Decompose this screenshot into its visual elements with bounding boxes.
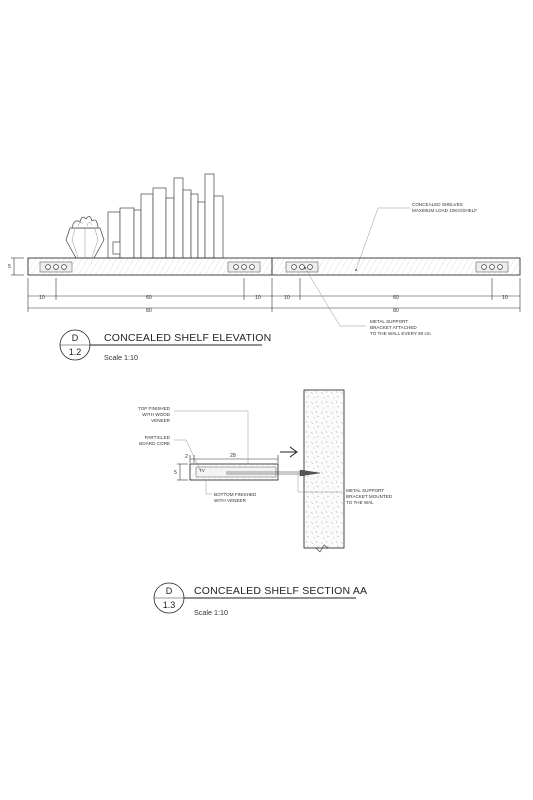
elevation-bubble-letter: D — [71, 333, 79, 343]
shelf-left — [28, 258, 272, 275]
dim-left-total: 80 — [146, 308, 152, 314]
dimensions-right — [272, 278, 520, 314]
dim-height-label: 5 — [8, 264, 11, 270]
svg-text:METAL SUPPORT: METAL SUPPORT — [346, 488, 385, 493]
wall — [304, 390, 344, 552]
section-dim-left: 2 — [185, 454, 188, 460]
svg-text:TO THE WAL: TO THE WAL — [346, 500, 374, 505]
section-shelf — [190, 464, 320, 480]
dim-left-right: 10 — [255, 295, 261, 301]
svg-text:WITH WOOD: WITH WOOD — [142, 412, 170, 417]
svg-text:TO THE WALL EVERY 60 cm: TO THE WALL EVERY 60 cm — [370, 331, 431, 336]
svg-text:BOTTOM FINISHED: BOTTOM FINISHED — [214, 492, 257, 497]
section-dim-height: 5 — [174, 470, 177, 476]
section-dim-depth: 28 — [230, 453, 236, 459]
dim-right-mid: 60 — [393, 295, 399, 301]
svg-text:BRACKET MOUNTED: BRACKET MOUNTED — [346, 494, 393, 499]
section-bubble-number: 1.3 — [162, 600, 176, 610]
note-bottom-finish — [206, 480, 257, 503]
svg-text:PARTICLED: PARTICLED — [144, 435, 170, 440]
arrow-right-icon — [280, 447, 297, 457]
svg-text:BRACKET ATTACHED: BRACKET ATTACHED — [370, 325, 417, 330]
section-title-block — [154, 583, 367, 617]
shelf-elevation — [8, 174, 520, 362]
svg-text:WITH VENEER: WITH VENEER — [214, 498, 246, 503]
svg-text:METAL SUPPORT: METAL SUPPORT — [370, 319, 409, 324]
books-icon — [108, 174, 223, 258]
dim-left-edge: 10 — [39, 295, 45, 301]
section-scale: Scale 1:10 — [194, 608, 228, 617]
dim-right-edge: 10 — [284, 295, 290, 301]
section-bubble-letter: D — [165, 586, 173, 596]
dimension-height — [8, 258, 24, 275]
svg-text:CONCEALED SHELVES: CONCEALED SHELVES — [412, 202, 463, 207]
svg-text:VENEER: VENEER — [151, 418, 170, 423]
note-metal-support — [304, 267, 431, 336]
elevation-title: CONCEALED SHELF ELEVATION — [104, 332, 272, 344]
elevation-bubble-number: 1.2 — [68, 347, 82, 357]
elevation-scale: Scale 1:10 — [104, 353, 138, 362]
dim-right-total: 80 — [393, 308, 399, 314]
svg-text:TOP FINISHED: TOP FINISHED — [138, 406, 170, 411]
shelf-right — [272, 258, 520, 275]
svg-text:MAXIMUM LOAD 10KG/SHELF: MAXIMUM LOAD 10KG/SHELF — [412, 208, 478, 213]
shelf-section — [138, 390, 393, 617]
dim-right-right: 10 — [502, 295, 508, 301]
svg-text:BOARD CORE: BOARD CORE — [139, 441, 170, 446]
dim-left-mid: 60 — [146, 295, 152, 301]
dimensions-left — [28, 278, 272, 314]
elevation-title-block — [60, 330, 271, 362]
section-title: CONCEALED SHELF SECTION AA — [194, 585, 368, 597]
svg-text:TV: TV — [199, 468, 205, 473]
vase-icon — [66, 216, 104, 258]
